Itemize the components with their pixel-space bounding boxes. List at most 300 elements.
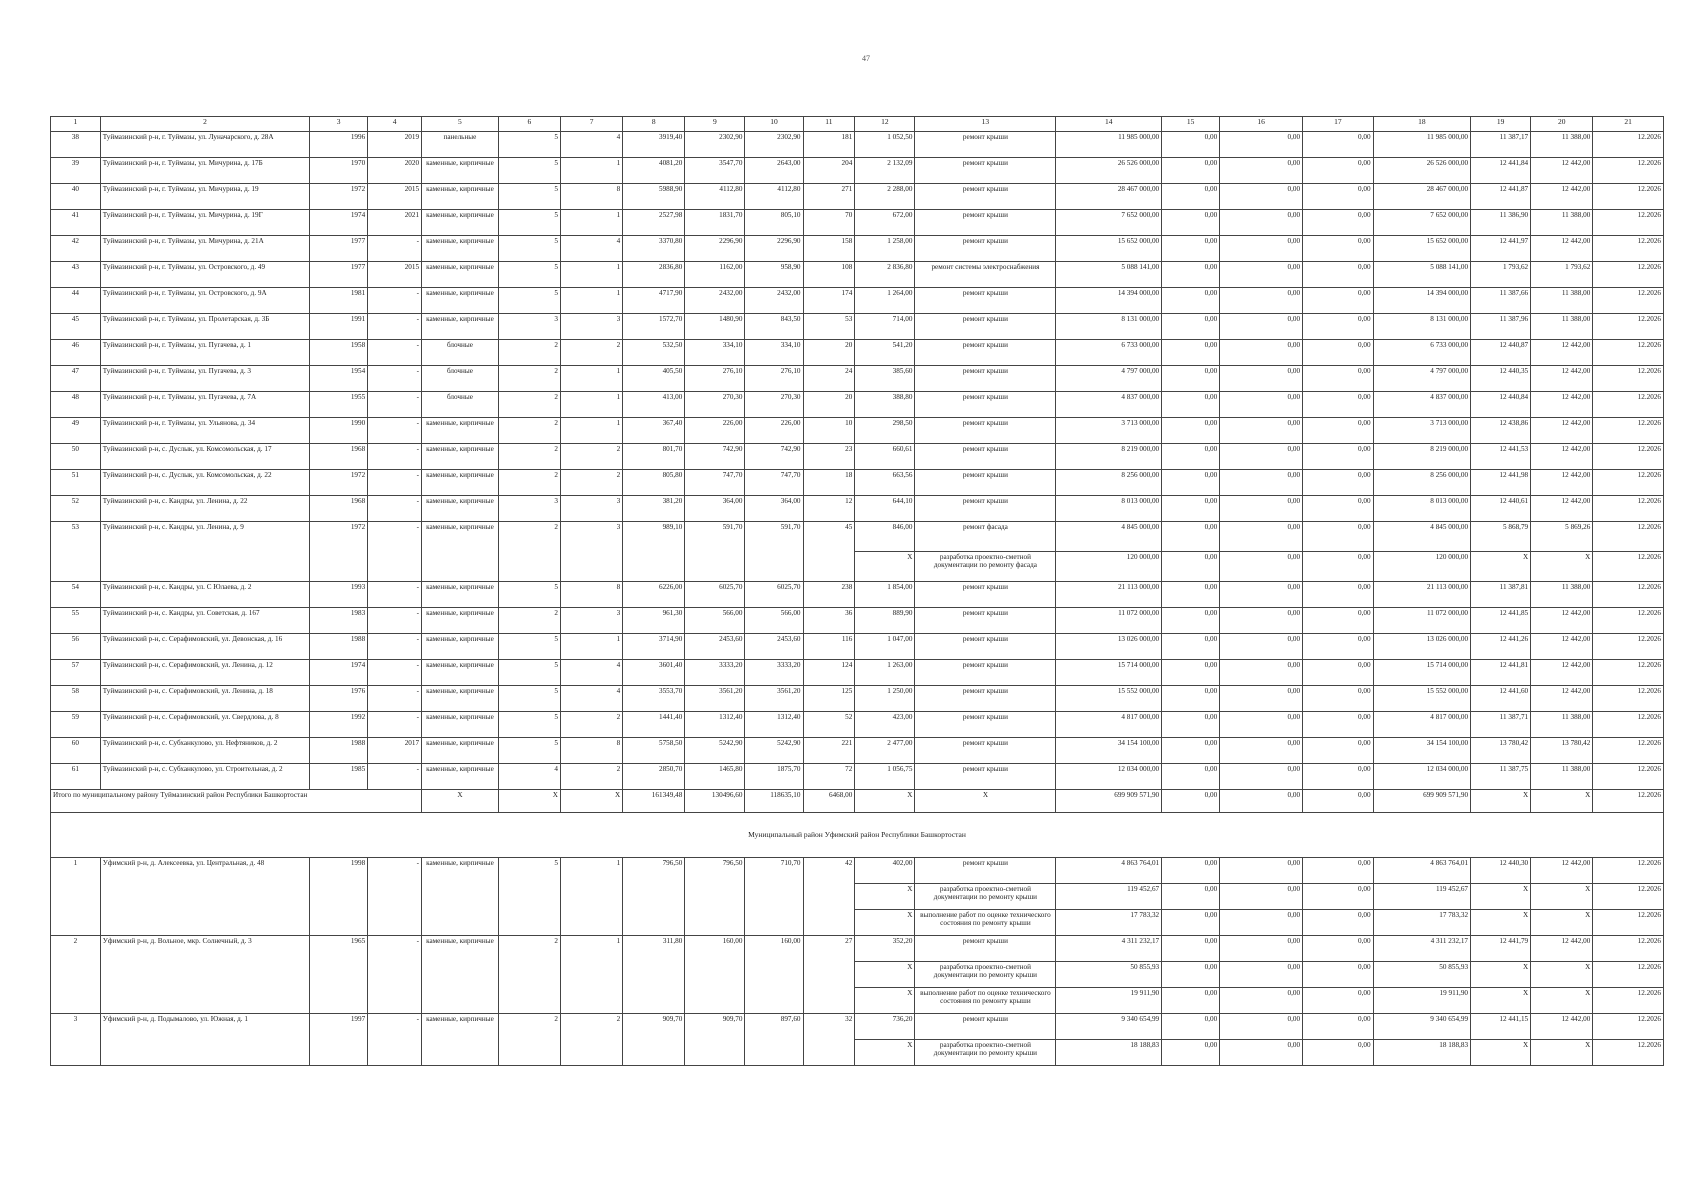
entrances-cell: 3	[560, 522, 622, 582]
row-number: 60	[51, 738, 101, 764]
value-cell: 0,00	[1220, 1040, 1303, 1066]
table-row	[51, 858, 1664, 884]
living-area-cell: 334,10	[745, 340, 803, 366]
floors-cell: 3	[498, 314, 560, 340]
floors-cell: 5	[498, 582, 560, 608]
floors-cell: 5	[498, 262, 560, 288]
cost-cell: 15 714 000,00	[1373, 660, 1470, 686]
work-type-cell: выполнение работ по оценке технического состояния по ремонту крыши	[915, 988, 1056, 1014]
total-area-cell: 381,20	[623, 496, 685, 522]
value-cell: 0,00	[1303, 340, 1373, 366]
value-cell: 0,00	[1303, 314, 1373, 340]
cost-cell: 120 000,00	[1056, 552, 1162, 582]
year-built-cell: 1992	[310, 712, 368, 738]
total-cell: 6468,00	[803, 790, 855, 813]
year-built-cell: 1974	[310, 210, 368, 236]
unit-cost-cell: 12 440,61	[1471, 496, 1531, 522]
column-header: 1	[51, 117, 101, 132]
unit-cost-limit-cell: X	[1531, 962, 1593, 988]
address-cell: Туймазинский р-н, с. Кандры, ул. Ленина, д. 9	[100, 522, 309, 582]
capital-repair-table	[50, 116, 1664, 1066]
total-cell: 12.2026	[1593, 790, 1664, 813]
row-number: 43	[51, 262, 101, 288]
work-type-cell: ремонт крыши	[915, 660, 1056, 686]
work-type-cell: ремонт крыши	[915, 582, 1056, 608]
page-number: 47	[862, 54, 870, 63]
value-cell: 0,00	[1162, 288, 1220, 314]
residents-cell: 12	[803, 496, 855, 522]
document-table-wrapper	[50, 116, 1664, 1066]
value-cell: 0,00	[1303, 910, 1373, 936]
residents-cell: 125	[803, 686, 855, 712]
year-built-cell: 1977	[310, 236, 368, 262]
cost-cell: 4 311 232,17	[1056, 936, 1162, 962]
year-repair-cell: -	[368, 686, 422, 712]
wall-material-cell: блочные	[422, 366, 499, 392]
value-cell: 0,00	[1162, 552, 1220, 582]
living-area-cell: 5242,90	[745, 738, 803, 764]
unit-cost-cell: 12 440,35	[1471, 366, 1531, 392]
volume-cell: 385,60	[855, 366, 915, 392]
residents-cell: 10	[803, 418, 855, 444]
address-cell: Туймазинский р-н, с. Кандры, ул. С Юлаева, д. 2	[100, 582, 309, 608]
value-cell: 0,00	[1220, 522, 1303, 552]
entrances-cell: 1	[560, 936, 622, 1014]
value-cell: 0,00	[1162, 1040, 1220, 1066]
residents-cell: 204	[803, 158, 855, 184]
year-built-cell: 1955	[310, 392, 368, 418]
residents-cell: 27	[803, 936, 855, 1014]
unit-cost-limit-cell: 11 388,00	[1531, 582, 1593, 608]
area-cell: 3547,70	[685, 158, 745, 184]
unit-cost-cell: 11 386,90	[1471, 210, 1531, 236]
column-header: 10	[745, 117, 803, 132]
area-cell: 160,00	[685, 936, 745, 1014]
year-repair-cell: -	[368, 496, 422, 522]
value-cell: 0,00	[1162, 1014, 1220, 1040]
area-cell: 1312,40	[685, 712, 745, 738]
column-header: 5	[422, 117, 499, 132]
living-area-cell: 3561,20	[745, 686, 803, 712]
value-cell: 0,00	[1303, 660, 1373, 686]
total-area-cell: 801,70	[623, 444, 685, 470]
residents-cell: 238	[803, 582, 855, 608]
entrances-cell: 4	[560, 132, 622, 158]
unit-cost-cell: 13 780,42	[1471, 738, 1531, 764]
floors-cell: 5	[498, 634, 560, 660]
total-area-cell: 909,70	[623, 1014, 685, 1066]
residents-cell: 158	[803, 236, 855, 262]
year-built-cell: 1970	[310, 158, 368, 184]
cost-cell: 28 467 000,00	[1373, 184, 1470, 210]
cost-cell: 11 072 000,00	[1056, 608, 1162, 634]
address-cell: Туймазинский р-н, с. Субханкулово, ул. Нефтяников, д. 2	[100, 738, 309, 764]
cost-cell: 5 088 141,00	[1056, 262, 1162, 288]
address-cell: Туймазинский р-н, с. Дуслык, ул. Комсомольская, д. 22	[100, 470, 309, 496]
work-type-cell: ремонт крыши	[915, 608, 1056, 634]
unit-cost-limit-cell: 12 442,00	[1531, 858, 1593, 884]
total-cell: 0,00	[1220, 790, 1303, 813]
total-label: Итого по муниципальному району Туймазинский район Республики Башкортостан	[51, 790, 422, 813]
table-row	[51, 262, 1664, 288]
unit-cost-cell: 12 441,79	[1471, 936, 1531, 962]
cost-cell: 120 000,00	[1373, 552, 1470, 582]
work-type-cell: ремонт крыши	[915, 210, 1056, 236]
year-repair-cell: -	[368, 936, 422, 1014]
unit-cost-limit-cell: 12 442,00	[1531, 634, 1593, 660]
year-repair-cell: -	[368, 366, 422, 392]
cost-cell: 9 340 654,99	[1373, 1014, 1470, 1040]
living-area-cell: 843,50	[745, 314, 803, 340]
volume-cell: 298,50	[855, 418, 915, 444]
wall-material-cell: каменные, кирпичные	[422, 738, 499, 764]
floors-cell: 2	[498, 392, 560, 418]
year-repair-cell: -	[368, 340, 422, 366]
entrances-cell: 1	[560, 288, 622, 314]
total-cell: X	[855, 790, 915, 813]
living-area-cell: 226,00	[745, 418, 803, 444]
cost-cell: 6 733 000,00	[1373, 340, 1470, 366]
year-built-cell: 1965	[310, 936, 368, 1014]
residents-cell: 53	[803, 314, 855, 340]
volume-cell: 388,80	[855, 392, 915, 418]
value-cell: 0,00	[1220, 158, 1303, 184]
cost-cell: 12 034 000,00	[1056, 764, 1162, 790]
deadline-cell: 12.2026	[1593, 418, 1664, 444]
entrances-cell: 3	[560, 314, 622, 340]
cost-cell: 17 783,32	[1056, 910, 1162, 936]
volume-cell: 1 052,50	[855, 132, 915, 158]
value-cell: 0,00	[1303, 988, 1373, 1014]
value-cell: 0,00	[1162, 988, 1220, 1014]
cost-cell: 4 863 764,01	[1373, 858, 1470, 884]
address-cell: Туймазинский р-н, г. Туймазы, ул. Мичурина, д. 19	[100, 184, 309, 210]
value-cell: 0,00	[1220, 962, 1303, 988]
value-cell: 0,00	[1220, 288, 1303, 314]
cost-cell: 8 013 000,00	[1056, 496, 1162, 522]
year-repair-cell: -	[368, 608, 422, 634]
column-header: 18	[1373, 117, 1470, 132]
value-cell: 0,00	[1220, 314, 1303, 340]
year-repair-cell: -	[368, 470, 422, 496]
deadline-cell: 12.2026	[1593, 884, 1664, 910]
value-cell: 0,00	[1220, 686, 1303, 712]
column-header: 12	[855, 117, 915, 132]
unit-cost-limit-cell: 12 442,00	[1531, 158, 1593, 184]
work-type-cell: ремонт фасада	[915, 522, 1056, 552]
value-cell: 0,00	[1162, 158, 1220, 184]
volume-cell: X	[855, 552, 915, 582]
area-cell: 909,70	[685, 1014, 745, 1066]
residents-cell: 72	[803, 764, 855, 790]
total-cell: X	[915, 790, 1056, 813]
table-row	[51, 496, 1664, 522]
deadline-cell: 12.2026	[1593, 910, 1664, 936]
value-cell: 0,00	[1303, 158, 1373, 184]
area-cell: 1480,90	[685, 314, 745, 340]
entrances-cell: 1	[560, 158, 622, 184]
volume-cell: 672,00	[855, 210, 915, 236]
row-number: 59	[51, 712, 101, 738]
unit-cost-limit-cell: 12 442,00	[1531, 660, 1593, 686]
unit-cost-cell: 1 793,62	[1471, 262, 1531, 288]
residents-cell: 24	[803, 366, 855, 392]
volume-cell: 1 250,00	[855, 686, 915, 712]
entrances-cell: 3	[560, 608, 622, 634]
unit-cost-limit-cell: X	[1531, 884, 1593, 910]
deadline-cell: 12.2026	[1593, 288, 1664, 314]
total-row	[51, 790, 1664, 813]
work-type-cell: ремонт крыши	[915, 764, 1056, 790]
floors-cell: 5	[498, 210, 560, 236]
entrances-cell: 2	[560, 340, 622, 366]
value-cell: 0,00	[1162, 418, 1220, 444]
value-cell: 0,00	[1220, 712, 1303, 738]
floors-cell: 2	[498, 444, 560, 470]
deadline-cell: 12.2026	[1593, 522, 1664, 552]
total-area-cell: 2850,70	[623, 764, 685, 790]
value-cell: 0,00	[1162, 634, 1220, 660]
unit-cost-cell: X	[1471, 910, 1531, 936]
year-built-cell: 1990	[310, 418, 368, 444]
cost-cell: 5 088 141,00	[1373, 262, 1470, 288]
unit-cost-cell: X	[1471, 884, 1531, 910]
total-area-cell: 5758,50	[623, 738, 685, 764]
unit-cost-limit-cell: 5 869,26	[1531, 522, 1593, 552]
deadline-cell: 12.2026	[1593, 660, 1664, 686]
cost-cell: 15 652 000,00	[1373, 236, 1470, 262]
value-cell: 0,00	[1303, 132, 1373, 158]
entrances-cell: 1	[560, 858, 622, 936]
value-cell: 0,00	[1220, 262, 1303, 288]
total-area-cell: 4717,90	[623, 288, 685, 314]
cost-cell: 13 026 000,00	[1056, 634, 1162, 660]
total-area-cell: 532,50	[623, 340, 685, 366]
living-area-cell: 4112,80	[745, 184, 803, 210]
wall-material-cell: панельные	[422, 132, 499, 158]
deadline-cell: 12.2026	[1593, 1040, 1664, 1066]
cost-cell: 8 256 000,00	[1373, 470, 1470, 496]
value-cell: 0,00	[1303, 1014, 1373, 1040]
total-cost-cell: 699 909 571,90	[1056, 790, 1162, 813]
living-area-cell: 3333,20	[745, 660, 803, 686]
unit-cost-cell: 11 387,71	[1471, 712, 1531, 738]
cost-cell: 26 526 000,00	[1056, 158, 1162, 184]
section-title-row	[51, 813, 1664, 858]
value-cell: 0,00	[1303, 764, 1373, 790]
total-area-cell: 311,80	[623, 936, 685, 1014]
year-built-cell: 1996	[310, 132, 368, 158]
living-area-cell: 364,00	[745, 496, 803, 522]
work-type-cell: разработка проектно-сметной документации по ремонту фасада	[915, 552, 1056, 582]
deadline-cell: 12.2026	[1593, 858, 1664, 884]
address-cell: Туймазинский р-н, с. Серафимовский, ул. Ленина, д. 12	[100, 660, 309, 686]
cost-cell: 8 131 000,00	[1056, 314, 1162, 340]
row-number: 39	[51, 158, 101, 184]
column-header: 14	[1056, 117, 1162, 132]
work-type-cell: ремонт крыши	[915, 686, 1056, 712]
wall-material-cell: каменные, кирпичные	[422, 660, 499, 686]
unit-cost-limit-cell: 1 793,62	[1531, 262, 1593, 288]
address-cell: Уфимский р-н, д. Подымалово, ул. Южная, д. 1	[100, 1014, 309, 1066]
unit-cost-limit-cell: 11 388,00	[1531, 132, 1593, 158]
entrances-cell: 2	[560, 444, 622, 470]
total-cell: X	[1471, 790, 1531, 813]
area-cell: 2432,00	[685, 288, 745, 314]
area-cell: 742,90	[685, 444, 745, 470]
unit-cost-limit-cell: 12 442,00	[1531, 1014, 1593, 1040]
value-cell: 0,00	[1162, 366, 1220, 392]
year-built-cell: 1968	[310, 444, 368, 470]
year-built-cell: 1997	[310, 1014, 368, 1066]
work-type-cell: ремонт крыши	[915, 236, 1056, 262]
area-cell: 3561,20	[685, 686, 745, 712]
table-row	[51, 764, 1664, 790]
value-cell: 0,00	[1303, 1040, 1373, 1066]
value-cell: 0,00	[1162, 470, 1220, 496]
cost-cell: 18 188,83	[1056, 1040, 1162, 1066]
cost-cell: 17 783,32	[1373, 910, 1470, 936]
column-header: 7	[560, 117, 622, 132]
value-cell: 0,00	[1220, 366, 1303, 392]
area-cell: 2302,90	[685, 132, 745, 158]
year-repair-cell: 2019	[368, 132, 422, 158]
value-cell: 0,00	[1162, 712, 1220, 738]
entrances-cell: 8	[560, 184, 622, 210]
entrances-cell: 2	[560, 1014, 622, 1066]
entrances-cell: 4	[560, 236, 622, 262]
address-cell: Туймазинский р-н, с. Субханкулово, ул. Строительная, д. 2	[100, 764, 309, 790]
total-cell: X	[498, 790, 560, 813]
total-area-cell: 2836,80	[623, 262, 685, 288]
year-repair-cell: -	[368, 392, 422, 418]
volume-cell: 541,20	[855, 340, 915, 366]
deadline-cell: 12.2026	[1593, 314, 1664, 340]
value-cell: 0,00	[1220, 884, 1303, 910]
value-cell: 0,00	[1220, 988, 1303, 1014]
row-number: 58	[51, 686, 101, 712]
address-cell: Туймазинский р-н, г. Туймазы, ул. Мичурина, д. 17Б	[100, 158, 309, 184]
unit-cost-cell: 12 438,86	[1471, 418, 1531, 444]
year-built-cell: 1985	[310, 764, 368, 790]
cost-cell: 15 652 000,00	[1056, 236, 1162, 262]
year-built-cell: 1988	[310, 738, 368, 764]
value-cell: 0,00	[1303, 210, 1373, 236]
floors-cell: 5	[498, 660, 560, 686]
cost-cell: 12 034 000,00	[1373, 764, 1470, 790]
living-area-cell: 747,70	[745, 470, 803, 496]
row-number: 44	[51, 288, 101, 314]
cost-cell: 8 219 000,00	[1056, 444, 1162, 470]
floors-cell: 5	[498, 158, 560, 184]
living-area-cell: 742,90	[745, 444, 803, 470]
deadline-cell: 12.2026	[1593, 392, 1664, 418]
living-area-cell: 958,90	[745, 262, 803, 288]
volume-cell: 660,61	[855, 444, 915, 470]
year-repair-cell: 2020	[368, 158, 422, 184]
year-built-cell: 1972	[310, 522, 368, 582]
year-repair-cell: -	[368, 1014, 422, 1066]
value-cell: 0,00	[1220, 910, 1303, 936]
wall-material-cell: каменные, кирпичные	[422, 210, 499, 236]
cost-cell: 19 911,90	[1056, 988, 1162, 1014]
volume-cell: 352,20	[855, 936, 915, 962]
value-cell: 0,00	[1303, 686, 1373, 712]
table-row	[51, 608, 1664, 634]
wall-material-cell: каменные, кирпичные	[422, 634, 499, 660]
year-repair-cell: -	[368, 522, 422, 582]
area-cell: 276,10	[685, 366, 745, 392]
year-built-cell: 1993	[310, 582, 368, 608]
work-type-cell: ремонт крыши	[915, 470, 1056, 496]
unit-cost-cell: 11 387,96	[1471, 314, 1531, 340]
wall-material-cell: каменные, кирпичные	[422, 936, 499, 1014]
value-cell: 0,00	[1162, 582, 1220, 608]
address-cell: Туймазинский р-н, г. Туймазы, ул. Пролетарская, д. 3Б	[100, 314, 309, 340]
floors-cell: 5	[498, 738, 560, 764]
wall-material-cell: каменные, кирпичные	[422, 496, 499, 522]
unit-cost-cell: 12 441,26	[1471, 634, 1531, 660]
row-number: 49	[51, 418, 101, 444]
unit-cost-limit-cell: 11 388,00	[1531, 314, 1593, 340]
table-row	[51, 1014, 1664, 1040]
year-repair-cell: -	[368, 634, 422, 660]
table-row	[51, 444, 1664, 470]
area-cell: 226,00	[685, 418, 745, 444]
residents-cell: 42	[803, 858, 855, 936]
value-cell: 0,00	[1220, 184, 1303, 210]
total-cell: X	[422, 790, 499, 813]
unit-cost-cell: 12 441,81	[1471, 660, 1531, 686]
residents-cell: 271	[803, 184, 855, 210]
living-area-cell: 591,70	[745, 522, 803, 582]
residents-cell: 20	[803, 340, 855, 366]
year-repair-cell: 2015	[368, 184, 422, 210]
value-cell: 0,00	[1220, 660, 1303, 686]
area-cell: 6025,70	[685, 582, 745, 608]
total-cost-cell: 699 909 571,90	[1373, 790, 1470, 813]
living-area-cell: 6025,70	[745, 582, 803, 608]
cost-cell: 15 714 000,00	[1056, 660, 1162, 686]
work-type-cell: ремонт крыши	[915, 418, 1056, 444]
floors-cell: 5	[498, 712, 560, 738]
value-cell: 0,00	[1162, 738, 1220, 764]
volume-cell: 736,20	[855, 1014, 915, 1040]
address-cell: Туймазинский р-н, с. Кандры, ул. Советская, д. 167	[100, 608, 309, 634]
row-number: 45	[51, 314, 101, 340]
volume-cell: 2 288,00	[855, 184, 915, 210]
column-header: 16	[1220, 117, 1303, 132]
cost-cell: 8 013 000,00	[1373, 496, 1470, 522]
year-repair-cell: -	[368, 288, 422, 314]
address-cell: Туймазинский р-н, г. Туймазы, ул. Пугачева, д. 7А	[100, 392, 309, 418]
row-number: 42	[51, 236, 101, 262]
total-area-cell: 3370,80	[623, 236, 685, 262]
value-cell: 0,00	[1220, 340, 1303, 366]
total-area-cell: 6226,00	[623, 582, 685, 608]
wall-material-cell: каменные, кирпичные	[422, 686, 499, 712]
unit-cost-cell: 12 440,87	[1471, 340, 1531, 366]
value-cell: 0,00	[1303, 634, 1373, 660]
living-area-cell: 1875,70	[745, 764, 803, 790]
unit-cost-limit-cell: 11 388,00	[1531, 288, 1593, 314]
wall-material-cell: каменные, кирпичные	[422, 522, 499, 582]
area-cell: 3333,20	[685, 660, 745, 686]
volume-cell: 1 264,00	[855, 288, 915, 314]
work-type-cell: ремонт крыши	[915, 158, 1056, 184]
unit-cost-cell: 11 387,75	[1471, 764, 1531, 790]
column-header: 13	[915, 117, 1056, 132]
